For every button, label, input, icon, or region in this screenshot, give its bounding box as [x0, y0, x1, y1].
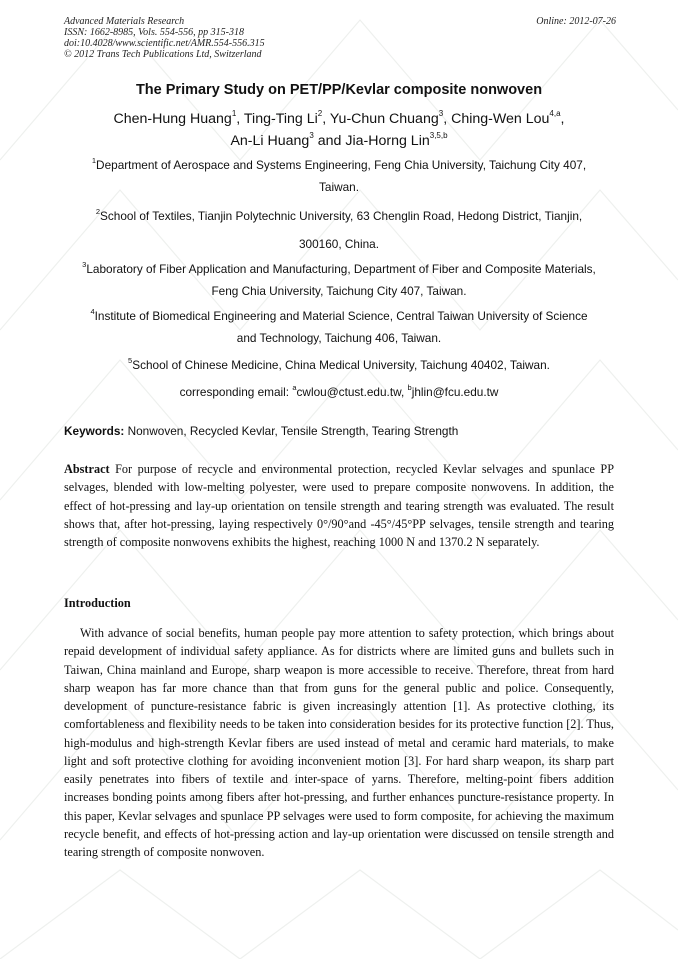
affiliation-sup: 2 — [95, 207, 100, 217]
author-name: Ching-Wen Lou — [451, 111, 550, 127]
author-sup: 3 — [438, 109, 444, 119]
affiliation-sup: 4 — [90, 307, 95, 317]
author-name: Ting-Ting Li — [243, 111, 318, 127]
affiliation-1 — [50, 154, 628, 198]
author-list: Chen-Hung Huang$^1$, Ting-Ting Li$^2$, Yu-Chun Chuang$^3$, Ching-Wen Lou$^{4,a}$, An-Li Huang$^3$ and Jia-Horng Lin$^{3,5,b}$ — [113, 109, 565, 149]
affiliation-sup: 5 — [128, 356, 133, 366]
online-date: Online: 2012-07-26 — [536, 16, 616, 27]
author-sup: 2 — [317, 109, 323, 119]
email-label: corresponding email: — [179, 385, 290, 399]
author-sup: 4,a — [549, 109, 561, 119]
issn-line: ISSN: 1662-8985, Vols. 554-556, pp 315-318 — [64, 27, 244, 38]
author-name: Jia-Horng Lin — [345, 133, 430, 149]
doi-line: doi:10.4028/www.scientific.net/AMR.554-556.315 — [64, 38, 265, 49]
email-link[interactable]: cwlou@ctust.edu.tw, — [296, 385, 405, 399]
email-link[interactable]: jhlin@fcu.edu.tw — [411, 385, 499, 399]
abstract-text: For purpose of recycle and environmental protection, recycled Kevlar selvages and spunlace PP selvages, blended with low-melting polyester, were used to prepare composite nonwovens. In addition, the effect of hot-pressing and lay-up orientation on tensile strength and tearing strength was evaluated. The result shows that, after hot-pressing, laying respectively 0°/90°and -45°/45°PP selvages, tensile strength and tearing strength of composite nonwovens exhibits the highest, reaching 1000 N and 1370.2 N separately. — [64, 462, 615, 549]
affiliation-text: School of Chinese Medicine, China Medical University, Taichung 40402, Taiwan. — [132, 358, 550, 372]
affiliation-text: Feng Chia University, Taichung City 407, Taiwan. — [211, 284, 467, 298]
author-name: Yu-Chun Chuang — [329, 111, 439, 127]
introduction-paragraph: With advance of social benefits, human people pay more attention to safety protection, which brings about repaid development of individual safety appliance. As for districts where are limited guns and bullets such in Taiwan, China mainland and Europe, sharp weapon is more accessible to receive. Therefore, threat from hard sharp weapon has far more chance than that from guns for the general public and police. Consequently, development of puncture-resistance fabric is given increasingly attention [1]. As protective clothing, its comfortableness and flexibility needs to be taken into consideration besides for its protective function [2]. Thus, high-modulus and high-strength Kevlar fibers are used instead of metal and ceramic hard materials, to make light and soft protective clothing for avoiding inconvenient motion [3]. For hard sharp weapon, its sharp part easily penetrates into fibers of textile and inter-space of yarns. Therefore, melting-point fibers addition increases bonding points among fibers after hot-pressing, and further enhances puncture-resistance property. In this paper, Kevlar selvages and spunlace PP selvages were used to form composite, for achieving the maximum recycle benefit, and effects of hot-pressing action and lay-up orientation were discussed on tensile strength and tearing strength of composite nonwoven. — [64, 626, 614, 859]
abstract-label: Abstract — [64, 462, 110, 476]
keywords — [64, 424, 624, 438]
journal-header — [64, 16, 265, 60]
affiliation-text: Institute of Biomedical Engineering and Material Science, Central Taiwan University of Science — [94, 309, 588, 323]
affiliation-text: Taiwan. — [319, 180, 359, 194]
author-name: Chen-Hung Huang — [113, 111, 232, 127]
affiliation-sup: 1 — [91, 156, 97, 166]
journal-name: Advanced Materials Research — [64, 16, 185, 27]
affiliation-sup: 3 — [82, 260, 87, 270]
affiliation-4 — [50, 305, 628, 349]
paper-title: The Primary Study on PET/PP/Kevlar composite nonwoven — [135, 82, 543, 98]
keywords-label: Keywords: — [64, 424, 125, 438]
affiliation-text: Department of Aerospace and Systems Engineering, Feng Chia University, Taichung City 407, — [96, 158, 587, 172]
author-conjunction: and — [317, 133, 342, 149]
affiliation-text: and Technology, Taichung 406, Taiwan. — [236, 331, 442, 345]
affiliation-5 — [50, 354, 628, 376]
affiliation-text: School of Textiles, Tianjin Polytechnic University, 63 Chenglin Road, Hedong District, Tianjin, — [100, 209, 583, 223]
email-sup: a — [292, 383, 297, 393]
affiliation-2 — [50, 202, 628, 258]
abstract — [64, 460, 614, 551]
author-sup: 3,5,b — [429, 131, 448, 141]
author-name: An-Li Huang — [230, 133, 310, 149]
affiliation-text: Laboratory of Fiber Application and Manufacturing, Department of Fiber and Composite Materials, — [86, 262, 596, 276]
author-sup: 1 — [231, 109, 237, 119]
corresponding-email — [50, 381, 628, 403]
affiliation-3 — [50, 258, 628, 302]
copyright-line: © 2012 Trans Tech Publications Ltd, Switzerland — [64, 49, 262, 60]
author-sup: 3 — [309, 131, 314, 141]
keywords-text: Nonwoven, Recycled Kevlar, Tensile Strength, Tearing Strength — [127, 424, 459, 438]
section-heading: Introduction — [64, 596, 131, 610]
affiliation-text: 300160, China. — [298, 237, 380, 251]
email-sup: b — [407, 383, 412, 393]
